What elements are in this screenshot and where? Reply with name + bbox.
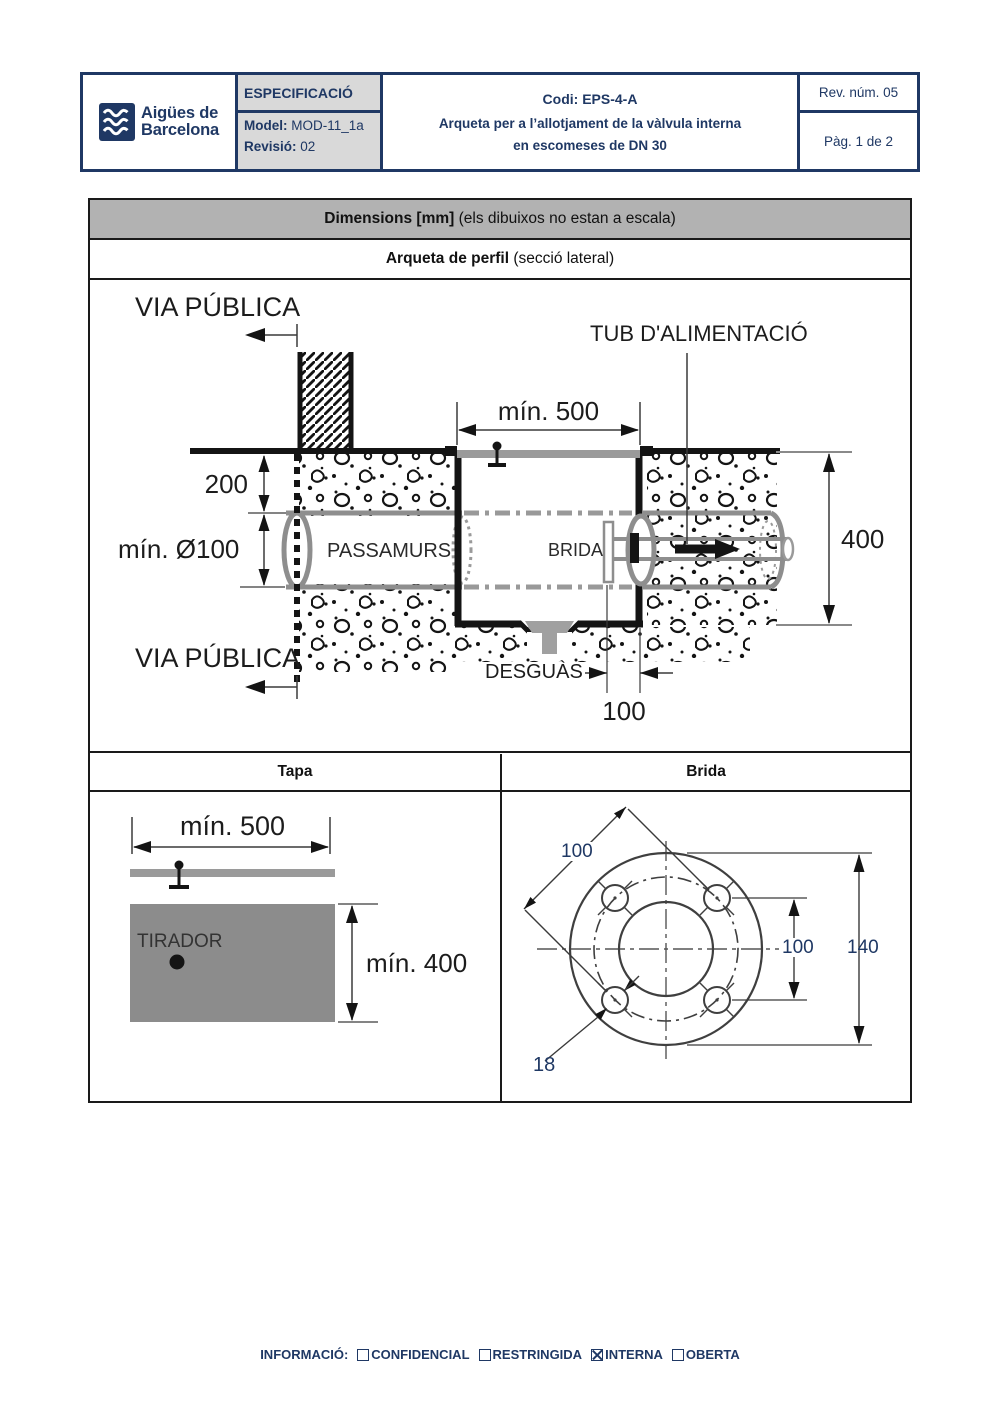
brida-dim-140-label: 140 (847, 936, 879, 958)
checkbox-restringida (479, 1349, 491, 1361)
footer-option-oberta: OBERTA (672, 1347, 740, 1362)
footer-option-confidencial: CONFIDENCIAL (357, 1347, 469, 1362)
checkbox-confidencial (357, 1349, 369, 1361)
tirador-label: TIRADOR (137, 930, 223, 952)
via-publica-bottom-label: VIA PÚBLICA (135, 643, 301, 673)
brida-panel (500, 792, 910, 1102)
sub-headers-row (90, 754, 910, 792)
section-title-row: Arqueta de perfil (secció lateral) (90, 240, 910, 280)
tirador-dot (170, 954, 185, 969)
main-table (88, 198, 912, 1103)
revision-cell (797, 75, 917, 169)
drain (525, 621, 574, 658)
aigues-de-barcelona-logo-icon (99, 102, 135, 142)
dim-200-label: 200 (204, 469, 248, 499)
profile-drawing-area (90, 280, 910, 753)
valve-body (630, 533, 639, 563)
header-table (80, 72, 920, 172)
dimensions-bar: Dimensions [mm] (els dibuixos no estan a escala) (90, 200, 910, 240)
doc-code: Codi: EPS-4-A (542, 91, 638, 107)
brida-header: Brida (500, 754, 910, 790)
dim-100-bottom-label: 100 (602, 696, 646, 726)
flange-plate (604, 522, 613, 582)
tapa-header: Tapa (277, 762, 313, 780)
title-cell (383, 75, 797, 169)
footer-classification (0, 1347, 1000, 1362)
cover-top-view (130, 904, 335, 1022)
revision-row: Revisió: 02 (244, 139, 316, 154)
brida-dim-100-vert-label: 100 (779, 938, 817, 958)
doc-type-label: ESPECIFICACIÓ (238, 75, 380, 113)
doc-title-line2: en escomeses de DN 30 (513, 138, 667, 153)
panels-row (90, 792, 910, 1102)
model-row: Model: MOD-11_1a (244, 118, 364, 133)
tapa-min-500-label: mín. 500 (179, 810, 286, 841)
cover-in-situ (445, 442, 653, 466)
via-publica-top-label: VIA PÚBLICA (135, 292, 301, 322)
footer-option-restringida: RESTRINGIDA (479, 1347, 583, 1362)
page-number: Pàg. 1 de 2 (823, 133, 894, 149)
tapa-min-400-label: mín. 400 (366, 947, 468, 978)
footer-label: INFORMACIÓ: (260, 1347, 349, 1362)
rev-number: Rev. núm. 05 (800, 75, 917, 113)
tub-alimentacio-label: TUB D'ALIMENTACIÓ (590, 321, 808, 346)
brida-dim-100-diag-label: 100 (561, 840, 593, 862)
doc-title-line1: Arqueta per a l’allotjament de la vàlvula interna (438, 116, 742, 131)
passamurs-label: PASSAMURS (327, 540, 452, 562)
spec-cell (235, 75, 383, 169)
dim-400-label: 400 (841, 524, 885, 554)
footer-option-interna: INTERNA (591, 1347, 663, 1362)
wall-hatched (300, 352, 351, 451)
logo-cell (83, 75, 235, 169)
centerlines (537, 841, 797, 1059)
logo-text: Aigües de Barcelona (141, 103, 219, 139)
tapa-panel (90, 792, 500, 1102)
concrete-below-floor (455, 627, 750, 662)
min-500-label: mín. 500 (497, 396, 600, 426)
checkbox-oberta (672, 1349, 684, 1361)
checkbox-interna (591, 1349, 603, 1361)
brida-label: BRIDA (548, 540, 604, 560)
cover-side-view (130, 860, 335, 887)
brida-dim-18-label: 18 (533, 1053, 556, 1076)
desguas-label: DESGUÀS (485, 661, 583, 683)
min-o100-label: mín. Ø100 (118, 534, 240, 564)
